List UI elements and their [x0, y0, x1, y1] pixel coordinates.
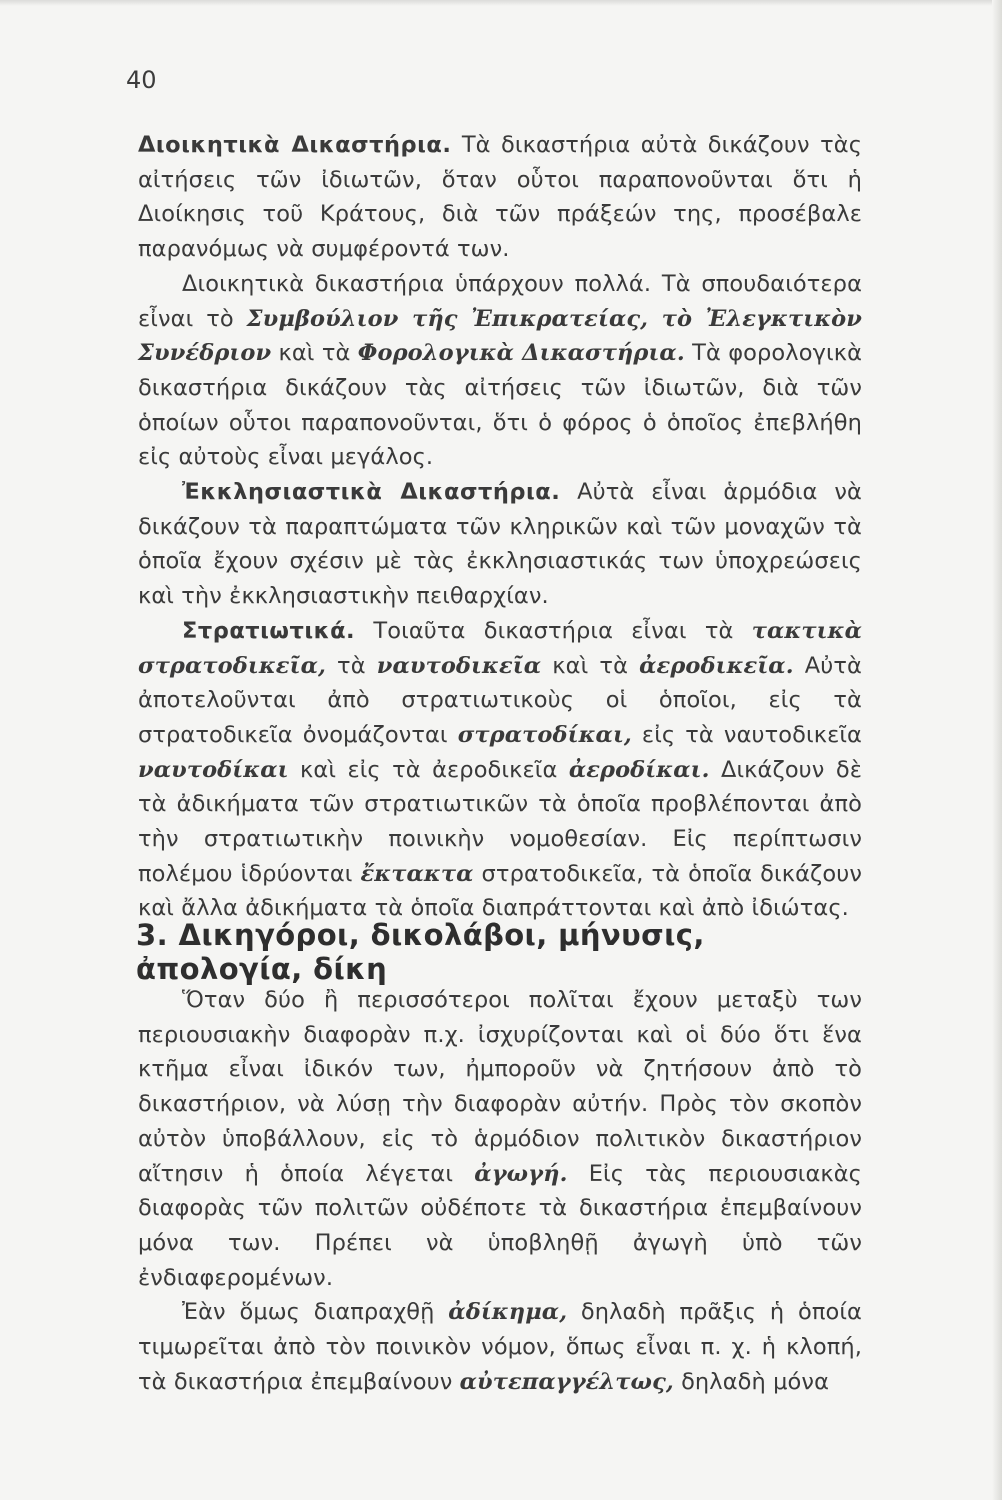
emphasis-term: ναυτοδικεῖα — [376, 652, 542, 679]
paragraph-military-courts — [138, 614, 862, 926]
paragraph-text: Τοιαῦτα δικαστήρια εἶναι τὰ — [355, 617, 752, 644]
page-number: 40 — [126, 66, 157, 94]
emphasis-term: Συμβούλιον τῆς Ἐπικρατείας, τὸ Ἐλεγκτικὸν Συνέδριον — [138, 305, 862, 367]
courts-section-body — [138, 128, 862, 926]
paragraph-text: εἰς τὰ ναυτοδικεῖα — [631, 721, 862, 748]
run-in-heading-administrative: Διοικητικὰ Δικαστήρια. — [138, 132, 452, 158]
paragraph-text: Ἐὰν ὅμως διαπραχθῇ — [182, 1299, 449, 1326]
paragraph-text: Ὅταν δύο ἢ περισσότεροι πολῖται ἔχουν μεταξὺ των περιουσιακὴν διαφορὰν π.χ. ἰσχυρίζονται καὶ οἱ δύο ὅτι ἕνα κτῆμα εἶναι ἰδικόν των, ἠμποροῦν νὰ ζητήσουν ἀπὸ τὸ δικαστήριον, νὰ λύσῃ τὴν διαφορὰν αὐτήν. Πρὸς τὸν σκοπὸν αὐτὸν ὑποβάλλουν, εἰς τὸ ἁρμόδιον πολιτικὸν δικαστήριον αἴτησιν ἡ ὁποία λέγεται — [138, 987, 862, 1187]
paragraph-text: Αὐτὰ ἀποτελοῦνται ἀπὸ στρατιωτικοὺς οἱ ὁποῖοι, εἰς τὰ στρατοδικεῖα ὀνομάζονται — [138, 652, 862, 748]
paragraph-text: Αὐτὰ εἶναι ἁρμόδια νὰ δικάζουν τὰ παραπτώματα τῶν κληρικῶν καὶ τῶν μοναχῶν τὰ ὁποῖα ἔχουν σχέσιν μὲ τὰς ἐκκλησιαστικάς των ὑποχρεώσεις καὶ τὴν ἐκκλησιαστικὴν πειθαρχίαν. — [138, 479, 862, 610]
paragraph-text: Τὰ δικαστήρια αὐτὰ δικάζουν τὰς αἰτήσεις τῶν ἰδιωτῶν, ὅταν οὗτοι παραπονοῦνται ὅτι ἡ Διοίκησις τοῦ Κράτους, διὰ τῶν πράξεών της, προσέβαλε παρανόμως νὰ συμφέροντά των. — [138, 132, 862, 263]
emphasis-term: ναυτοδίκαι — [138, 756, 289, 783]
emphasis-term: τακτικὰ στρατοδικεῖα, — [138, 617, 862, 679]
paragraph-text: στρατοδικεῖα, τὰ ὁποῖα δικάζουν καὶ ἄλλα ἀδικήματα τὰ ὁποῖα διαπράττονται καὶ ἀπὸ ἰδιώτας. — [138, 860, 863, 922]
emphasis-term: ἔκτακτα — [360, 860, 474, 887]
paragraph-text: Δικάζουν δὲ τὰ ἀδικήματα τῶν στρατιωτικῶν τὰ ὁποῖα προβλέπονται ἀπὸ τὴν στρατιωτικὴν ποινικὴν νομοθεσίαν. Εἰς περίπτωσιν πολέμου ἱδρύονται — [138, 756, 862, 887]
paragraph-administrative-courts-types — [138, 267, 862, 475]
scan-edge-top — [0, 0, 1002, 6]
section-heading-lawyers: 3. Δικηγόροι, δικολάβοι, μήνυσις, ἀπολογία, δίκη — [136, 918, 705, 986]
run-in-heading-ecclesiastical: Ἐκκλησιαστικὰ Δικαστήρια. — [182, 479, 561, 506]
paragraph-ecclesiastical-courts — [138, 475, 862, 614]
paragraph-text: καὶ εἰς τὰ ἀεροδικεῖα — [288, 756, 569, 783]
paragraph-civil-disputes — [138, 983, 862, 1295]
paragraph-text: Διοικητικὰ δικαστήρια ὑπάρχουν πολλά. Τὰ σπουδαιότερα εἶναι τὸ — [138, 270, 862, 332]
emphasis-term: ἀγωγή. — [474, 1160, 568, 1187]
paragraph-text: Τὰ φορολογικὰ δικαστήρια δικάζουν τὰς αἰτήσεις τῶν ἰδιωτῶν, διὰ τῶν ὁποίων οὗτοι παραπονοῦνται, ὅτι ὁ φόρος ὁ ὁποῖος ἐπεβλήθη εἰς αὐτοὺς εἶναι μεγάλος. — [138, 340, 862, 471]
paragraph-text: Εἰς τὰς περιουσιακὰς διαφορὰς τῶν πολιτῶν οὐδέποτε τὰ δικαστήρια ἐπεμβαίνουν μόνα των. Πρέπει νὰ ὑποβληθῇ ἀγωγὴ ὑπὸ τῶν ἐνδιαφερομένων. — [138, 1160, 862, 1291]
paragraph-text: καὶ τὰ — [271, 340, 358, 367]
lawyers-section-body — [138, 983, 862, 1399]
run-in-heading-military: Στρατιωτικά. — [182, 617, 356, 644]
emphasis-term: Φορολογικὰ Δικαστήρια. — [357, 340, 685, 367]
emphasis-term: ἀδίκημα, — [448, 1299, 568, 1326]
emphasis-term: ἀεροδικεῖα. — [639, 652, 794, 679]
paragraph-administrative-courts — [138, 128, 862, 267]
scan-edge-right — [992, 0, 1002, 1500]
paragraph-text: τὰ — [325, 652, 377, 679]
paragraph-criminal-offense — [138, 1295, 862, 1399]
emphasis-term: αὐτεπαγγέλτως, — [459, 1368, 674, 1395]
paragraph-text: δηλαδὴ μόνα — [673, 1368, 829, 1395]
emphasis-term: στρατοδίκαι, — [457, 721, 632, 748]
paragraph-text: καὶ τὰ — [541, 652, 640, 679]
emphasis-term: ἀεροδίκαι. — [568, 756, 710, 783]
paragraph-text: δηλαδὴ πρᾶξις ἡ ὁποία τιμωρεῖται ἀπὸ τὸν ποινικὸν νόμον, ὅπως εἶναι π. χ. ἡ κλοπή, τὰ δικαστήρια ἐπεμβαίνουν — [138, 1299, 862, 1395]
